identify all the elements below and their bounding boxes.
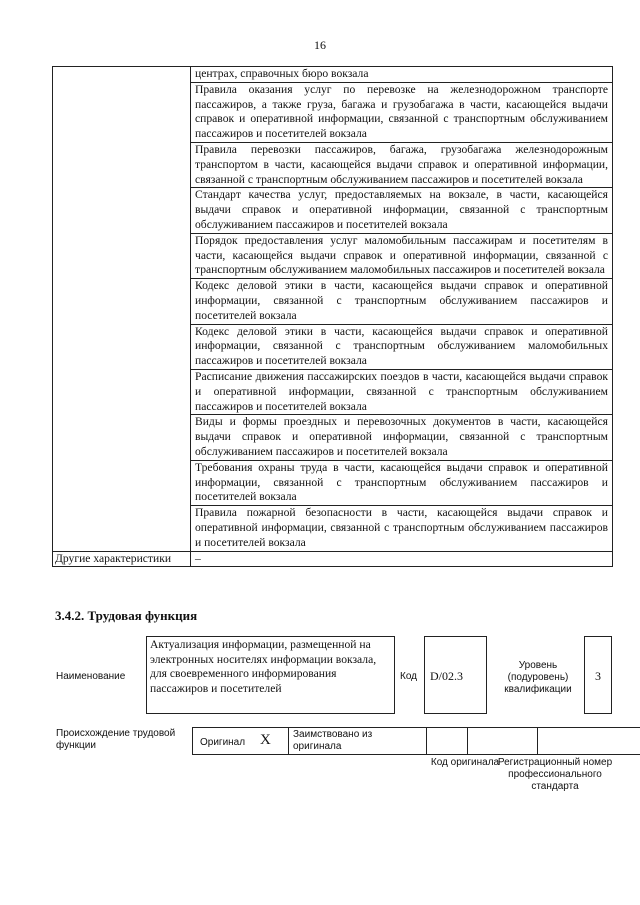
blank-cell <box>426 727 468 755</box>
table-cell: Требования охраны труда в части, касающейся выдачи справок и оперативной информации, связанной с транспортным обслуживанием пассажиров и посетителей вокзала <box>191 460 613 505</box>
section-heading: 3.4.2. Трудовая функция <box>55 608 198 623</box>
requirements-table <box>52 66 613 567</box>
reg-number-label: Регистрационный номер профессионального стандарта <box>497 757 613 792</box>
name-label: Наименование <box>56 671 126 682</box>
code-label: Код <box>400 671 418 682</box>
function-code-box: D/02.3 <box>424 636 487 714</box>
table-cell: Кодекс деловой этики в части, касающейся выдачи справок и оперативной информации, связанной с транспортным обслуживанием пассажиров и посетителей вокзала <box>191 279 613 324</box>
function-name-box: Актуализация информации, размещенной на электронных носителях информации вокзала, для своевременного информирования пассажиров и посетителей <box>146 636 395 714</box>
left-empty-cell <box>53 67 191 552</box>
code-original-label: Код оригинала <box>430 757 500 768</box>
table-cell: Порядок предоставления услуг маломобильным пассажирам и посетителям в части, касающейся выдачи справок и оперативной информации, связанной с транспортным обслуживанием маломобильных пассажиров и посетителей вокзала <box>191 233 613 278</box>
qualification-level-label: Уровень (подуровень) квалификации <box>504 660 572 695</box>
table-cell: Правила пожарной безопасности в части, касающейся выдачи справок и оперативной информации, связанной с транспортным обслуживанием пассажиров и посетителей вокзала <box>191 506 613 551</box>
qualification-level-box: 3 <box>584 636 612 714</box>
page-number: 16 <box>314 38 326 52</box>
other-characteristics-value: – <box>191 551 613 567</box>
original-code-cell <box>467 727 538 755</box>
table-cell: центрах, справочных бюро вокзала <box>191 67 613 83</box>
other-characteristics-label: Другие характеристики <box>53 551 191 567</box>
table-cell: Правила перевозки пассажиров, багажа, грузобагажа железнодорожным транспортом в части, касающейся выдачи справок и оперативной информации, связанной с транспортным обслуживанием пассажиров и посетителей вокзала <box>191 142 613 187</box>
table-cell: Стандарт качества услуг, предоставляемых на вокзале, в части, касающейся выдачи справок и оперативной информации, связанной с транспортным обслуживанием пассажиров и посетителей вокзала <box>191 188 613 233</box>
table-cell: Правила оказания услуг по перевозке на железнодорожном транспорте пассажиров, а также груза, багажа и грузобагажа в части, касающейся выдачи справок и оперативной информации, связанной с транспортным обслуживанием пассажиров и посетителей вокзала <box>191 82 613 142</box>
table-row-other <box>53 551 613 567</box>
original-mark: X <box>260 732 271 748</box>
borrowed-label: Заимствовано из оригинала <box>293 729 373 752</box>
table-cell: Кодекс деловой этики в части, касающейся выдачи справок и оперативной информации, связанной с транспортным обслуживанием маломобильных пассажиров и посетителей вокзала <box>191 324 613 369</box>
reg-number-cell <box>537 727 640 755</box>
original-label: Оригинал <box>200 737 246 748</box>
origin-label: Происхождение трудовой функции <box>56 728 176 751</box>
table-cell: Расписание движения пассажирских поездов в части, касающейся выдачи справок и оперативной информации, связанной с транспортным обслуживанием пассажиров и посетителей вокзала <box>191 369 613 414</box>
table-row <box>53 67 613 83</box>
table-cell: Виды и формы проездных и перевозочных документов в части, касающейся выдачи справок и оперативной информации, связанной с транспортным обслуживанием пассажиров и посетителей вокзала <box>191 415 613 460</box>
